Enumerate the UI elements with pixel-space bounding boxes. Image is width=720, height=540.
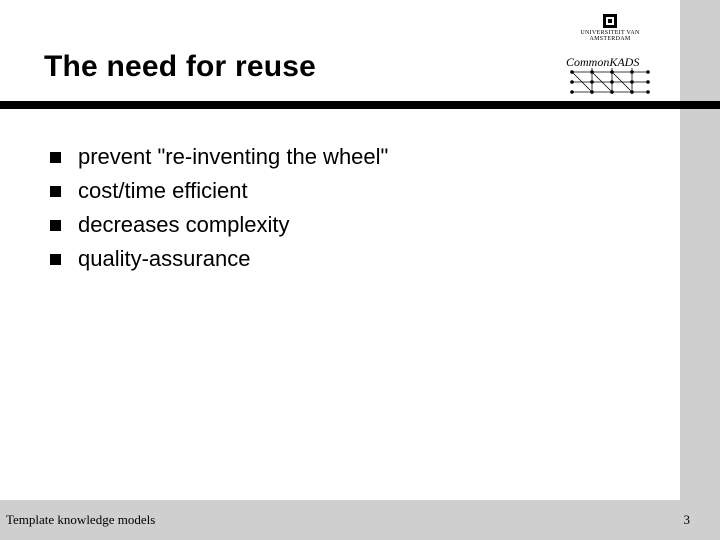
bullet-text: cost/time efficient bbox=[78, 178, 248, 203]
bullet-item bbox=[46, 242, 388, 276]
university-crest-icon bbox=[603, 14, 617, 28]
bullet-item bbox=[46, 174, 388, 208]
bullet-text: quality-assurance bbox=[78, 246, 251, 271]
university-name: UNIVERSITEIT VAN AMSTERDAM bbox=[580, 30, 640, 42]
network-diagram-icon bbox=[571, 68, 650, 94]
title-divider bbox=[0, 101, 720, 109]
bullet-item bbox=[46, 208, 388, 242]
square-bullet-icon bbox=[50, 254, 61, 265]
square-bullet-icon bbox=[50, 186, 61, 197]
bullet-text: decreases complexity bbox=[78, 212, 290, 237]
brand-name: CommonKADS bbox=[566, 55, 640, 69]
slide-title: The need for reuse bbox=[44, 50, 317, 83]
bullet-list bbox=[46, 140, 388, 276]
square-bullet-icon bbox=[50, 152, 61, 163]
square-bullet-icon bbox=[50, 220, 61, 231]
bullet-text: prevent "re-inventing the wheel" bbox=[78, 144, 389, 169]
page-number: 3 bbox=[683, 512, 690, 527]
right-side-band bbox=[680, 0, 720, 540]
bullet-item bbox=[46, 140, 388, 174]
footer-caption: Template knowledge models bbox=[6, 512, 156, 527]
